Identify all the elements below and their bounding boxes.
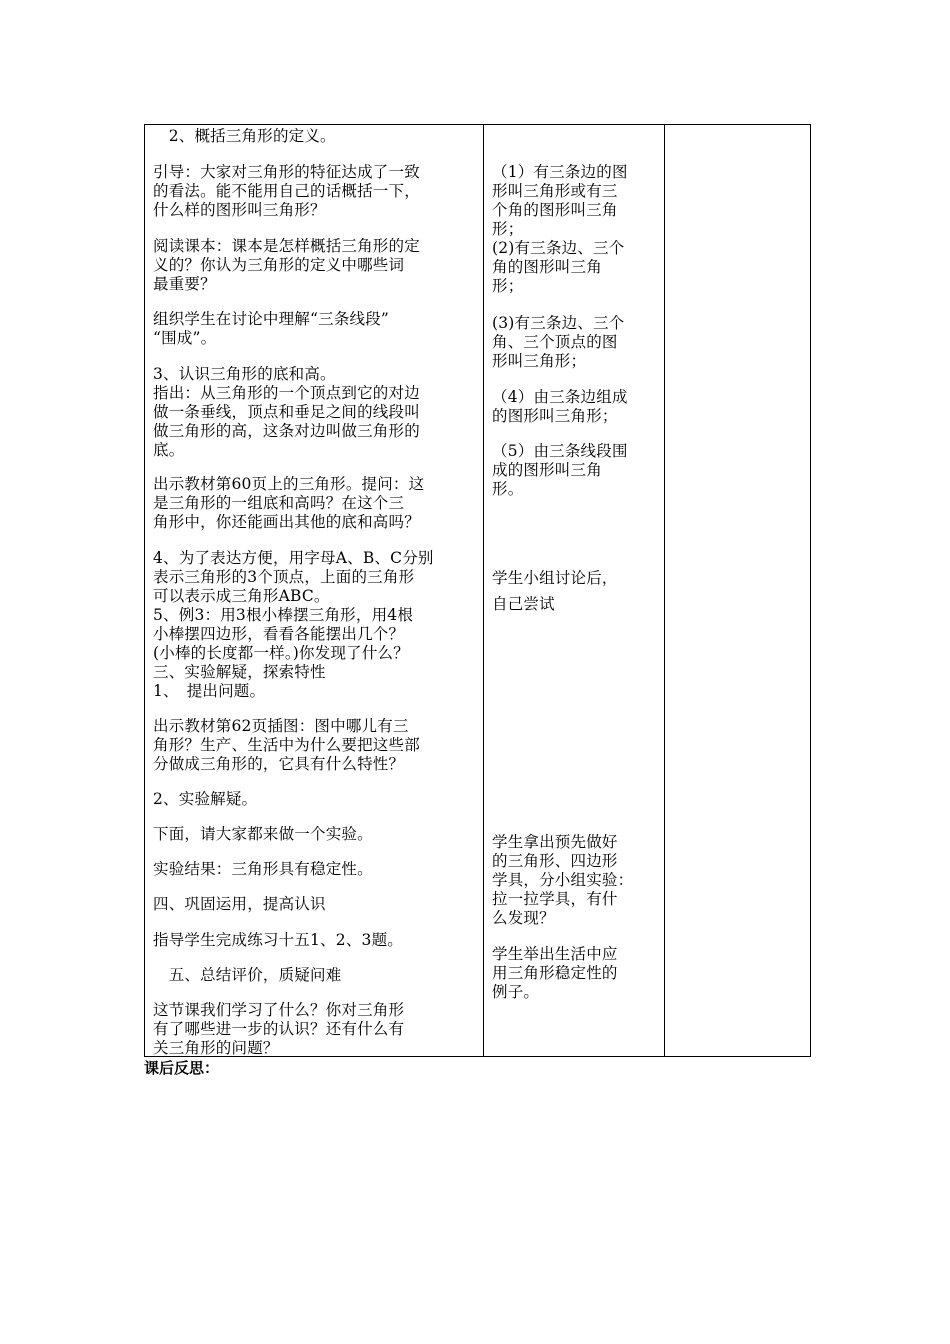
teacher-text-line: 义的？你认为三角形的定义中哪些词: [153, 256, 405, 274]
teacher-text-line: 3、认识三角形的底和高。: [153, 365, 336, 383]
teacher-text-line: “围成”。: [153, 329, 217, 347]
teacher-text-line: 最重要？: [153, 275, 216, 293]
student-text-line: 的三角形、四边形: [492, 852, 618, 870]
lesson-table: [144, 124, 811, 1057]
teacher-text-line: 五、总结评价，质疑问难: [153, 966, 342, 984]
teacher-text-line: 这节课我们学习了什么？你对三角形: [153, 1001, 405, 1019]
student-text-line: (2)有三条边、三个: [492, 239, 625, 257]
teacher-text-line: 做一条垂线，顶点和垂足之间的线段叫: [153, 403, 420, 421]
student-text-line: 用三角形稳定性的: [492, 964, 618, 982]
teacher-text-line: 表示三角形的3个顶点，上面的三角形: [153, 568, 415, 586]
teacher-text-line: 1、 提出问题。: [153, 682, 266, 700]
student-text-line: 角的图形叫三角: [492, 258, 602, 276]
teacher-text-line: 2、概括三角形的定义。: [153, 127, 336, 145]
teacher-text-line: 可以表示成三角形ABC。: [153, 587, 330, 605]
teacher-text-line: (小棒的长度都一样。)你发现了什么？: [153, 644, 409, 662]
teacher-text-line: 阅读课本：课本是怎样概括三角形的定: [153, 237, 420, 255]
student-text-line: 自己尝试: [492, 595, 555, 613]
teacher-text-line: 做三角形的高，这条对边叫做三角形的: [153, 422, 420, 440]
student-text-line: 角、三个顶点的图: [492, 333, 618, 351]
student-text-line: 拉一拉学具，有什: [492, 890, 618, 908]
student-text-line: 形叫三角形或有三: [492, 182, 618, 200]
teacher-text-line: 关三角形的问题？: [153, 1039, 279, 1057]
student-text-line: （5）由三条线段围: [492, 442, 628, 460]
teacher-text-line: 的看法。能不能用自己的话概括一下，: [153, 182, 420, 200]
notes-column: [665, 125, 810, 1056]
student-text-line: 成的图形叫三角: [492, 461, 602, 479]
reflection-label: 课后反思：: [144, 1059, 220, 1077]
teacher-text-line: 角形中，你还能画出其他的底和高吗？: [153, 513, 420, 531]
teacher-text-line: 分做成三角形的，它具有什么特性？: [153, 755, 405, 773]
student-text-line: 学生拿出预先做好: [492, 833, 618, 851]
student-text-line: 么发现？: [492, 909, 555, 927]
student-text-line: （1）有三条边的图: [492, 163, 628, 181]
teacher-text-line: 实验结果：三角形具有稳定性。: [153, 860, 373, 878]
teacher-text-line: 角形？生产、生活中为什么要把这些部: [153, 736, 420, 754]
teacher-activity-column: [145, 125, 484, 1056]
student-text-line: 形。: [492, 480, 524, 498]
teacher-text-line: 什么样的图形叫三角形？: [153, 201, 326, 219]
teacher-text-line: 三、实验解疑，探索特性: [153, 663, 326, 681]
teacher-text-line: 底。: [153, 441, 185, 459]
student-text-line: (3)有三条边、三个: [492, 314, 625, 332]
student-text-line: 个角的图形叫三角: [492, 201, 618, 219]
student-text-line: 学生小组讨论后，: [492, 569, 618, 587]
student-text-line: 形叫三角形；: [492, 352, 587, 370]
teacher-text-line: 2、实验解疑。: [153, 790, 258, 808]
teacher-text-line: 下面，请大家都来做一个实验。: [153, 825, 373, 843]
student-text-line: 学生举出生活中应: [492, 945, 618, 963]
teacher-text-line: 四、巩固运用，提高认识: [153, 895, 326, 913]
student-activity-column: [484, 125, 665, 1056]
teacher-text-line: 出示教材第60页上的三角形。提问：这: [153, 475, 425, 493]
teacher-text-line: 出示教材第62页插图：图中哪儿有三: [153, 717, 409, 735]
teacher-text-line: 有了哪些进一步的认识？还有什么有: [153, 1020, 405, 1038]
teacher-text-line: 是三角形的一组底和高吗？在这个三: [153, 494, 405, 512]
student-text-line: 形；: [492, 220, 524, 238]
teacher-text-line: 指出：从三角形的一个顶点到它的对边: [153, 384, 420, 402]
teacher-text-line: 4、为了表达方便，用字母A、B、C分别: [153, 549, 434, 567]
student-text-line: 例子。: [492, 983, 540, 1001]
student-text-line: 学具，分小组实验：: [492, 871, 634, 889]
teacher-text-line: 组织学生在讨论中理解“三条线段”: [153, 310, 390, 328]
teacher-text-line: 5、例3：用3根小棒摆三角形，用4根: [153, 606, 414, 624]
teacher-text-line: 小棒摆四边形，看看各能摆出几个？: [153, 625, 405, 643]
teacher-text-line: 引导：大家对三角形的特征达成了一致: [153, 163, 420, 181]
student-text-line: 形；: [492, 277, 524, 295]
teacher-text-line: 指导学生完成练习十五1、2、3题。: [153, 931, 403, 949]
student-text-line: 的图形叫三角形；: [492, 407, 618, 425]
student-text-line: （4）由三条边组成: [492, 388, 628, 406]
